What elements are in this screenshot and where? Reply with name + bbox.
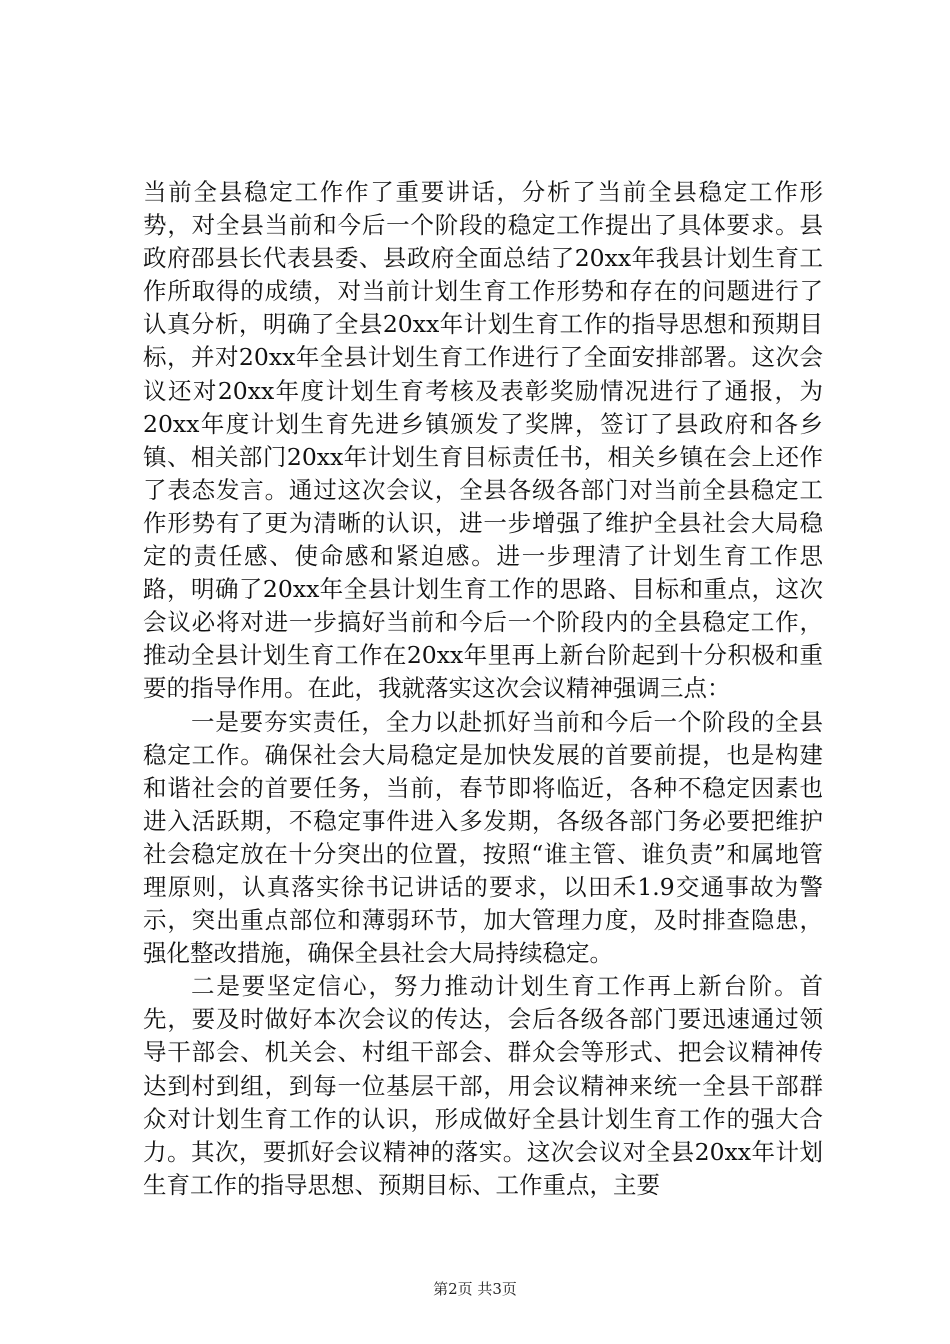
paragraph-3: 二是要坚定信心，努力推动计划生育工作再上新台阶。首先，要及时做好本次会议的传达，会后各级各部门要迅速通过领导干部会、机关会、村组干部会、群众会等形式、把会议精神传达到村到组，到每一位基层干部，用会议精神来统一全县干部群众对计划生育工作的认识，形成做好全县计划生育工作的强大合力。其次，要抓好会议精神的落实。这次会议对全县20xx年计划生育工作的指导思想、预期目标、工作重点，主要 <box>143 972 823 1199</box>
paragraph-1: 当前全县稳定工作作了重要讲话，分析了当前全县稳定工作形势，对全县当前和今后一个阶段的稳定工作提出了具体要求。县政府邵县长代表县委、县政府全面总结了20xx年我县计划生育工作所取得的成绩，对当前计划生育工作形势和存在的问题进行了认真分析，明确了全县20xx年计划生育工作的指导思想和预期目标，并对20xx年全县计划生育工作进行了全面安排部署。这次会议还对20xx年度计划生育考核及表彰奖励情况进行了通报，为20xx年度计划生育先进乡镇颁发了奖牌，签订了县政府和各乡镇、相关部门20xx年计划生育目标责任书，相关乡镇在会上还作了表态发言。通过这次会议，全县各级各部门对当前全县稳定工作形势有了更为清晰的认识，进一步增强了维护全县社会大局稳定的责任感、使命感和紧迫感。进一步理清了计划生育工作思路，明确了20xx年全县计划生育工作的思路、目标和重点，这次会议必将对进一步搞好当前和今后一个阶段内的全县稳定工作，推动全县计划生育工作在20xx年里再上新台阶起到十分积极和重要的指导作用。在此，我就落实这次会议精神强调三点： <box>143 178 823 703</box>
document-body <box>143 176 823 1202</box>
paragraph-2: 一是要夯实责任，全力以赴抓好当前和今后一个阶段的全县稳定工作。确保社会大局稳定是加快发展的首要前提，也是构建和谐社会的首要任务，当前，春节即将临近，各种不稳定因素也进入活跃期，不稳定事件进入多发期，各级各部门务必要把维护社会稳定放在十分突出的位置，按照“谁主管、谁负责”和属地管理原则，认真落实徐书记讲话的要求，以田禾1.9交通事故为警示，突出重点部位和薄弱环节，加大管理力度，及时排查隐患，强化整改措施，确保全县社会大局持续稳定。 <box>143 707 823 968</box>
page-footer: 第2页 共3页 <box>433 1280 517 1298</box>
